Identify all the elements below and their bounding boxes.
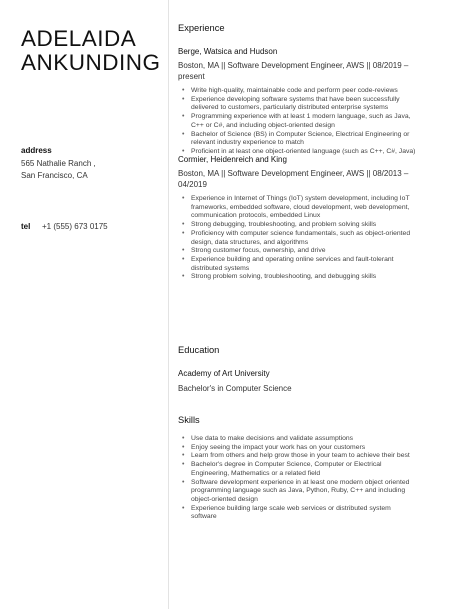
tel-value: +1 (555) 673 0175 [42, 222, 108, 231]
job-role-line: Boston, MA || Software Development Engineer, AWS || 08/2013 – [178, 169, 409, 178]
job-bullets [178, 87, 458, 157]
job-role-line: 04/2019 [178, 180, 207, 189]
job-bullets [178, 195, 458, 282]
bullet-item: • Proficiency with computer science fundamentals, such as object-oriented design, data structures, and algorithms [178, 230, 458, 247]
bullet-item: • Learn from others and help grow those in your team to achieve their best [178, 452, 458, 461]
job-entry [178, 155, 458, 282]
section-title-skills: Skills [178, 415, 200, 425]
education-section [178, 345, 458, 355]
column-divider [168, 0, 169, 609]
bullet-item: • Use data to make decisions and validate assumptions [178, 435, 458, 444]
bullet-item: • Experience building large scale web services or distributed system software [178, 505, 458, 522]
section-title-experience: Experience [178, 23, 225, 33]
address-label: address [21, 146, 52, 155]
bullet-item: • Bachelor of Science (BS) in Computer Science, Electrical Engineering or relevant industry experience to match [178, 131, 458, 148]
job-role [178, 60, 458, 82]
address-line-1: 565 Nathalie Ranch , [21, 159, 96, 168]
bullet-item: • Proficient in at least one object-oriented language (such as C++, C#, Java) [178, 148, 458, 157]
section-title-education: Education [178, 345, 220, 355]
candidate-first-name: ADELAIDA [21, 26, 137, 51]
bullet-item: • Experience in Internet of Things (IoT) system development, including IoT frameworks, embedded software, cloud development, web development, communication protocols, embedded Linux [178, 195, 458, 221]
education-entry [178, 369, 458, 394]
address-line-2: San Francisco, CA [21, 171, 88, 180]
bullet-item: • Experience building and operating online services and fault-tolerant distributed systems [178, 256, 458, 273]
candidate-last-name: ANKUNDING [21, 50, 161, 75]
bullet-item: • Experience developing software systems that have been successfully delivered to customers, particularly distributed enterprise systems [178, 96, 458, 113]
bullet-item: • Enjoy seeing the impact your work has on your customers [178, 444, 458, 453]
bullet-item: • Bachelor's degree in Computer Science, Computer or Electrical Engineering, Mathematics or a related field [178, 461, 458, 478]
bullet-item: • Software development experience in at least one modern object oriented programming language such as Java, Python, Ruby, C++ and including object-oriented design [178, 479, 458, 505]
job-company: Berge, Watsica and Hudson [178, 47, 278, 56]
education-school: Academy of Art University [178, 369, 270, 378]
bullet-item: • Strong debugging, troubleshooting, and problem solving skills [178, 221, 458, 230]
job-role [178, 168, 458, 190]
job-company: Cormier, Heidenreich and King [178, 155, 287, 164]
tel-label: tel [21, 222, 31, 231]
bullet-item: • Strong customer focus, ownership, and drive [178, 247, 458, 256]
bullet-item: • Strong problem solving, troubleshooting, and debugging skills [178, 273, 458, 282]
experience-section [178, 23, 458, 33]
name-block [21, 27, 161, 75]
candidate-name [21, 27, 161, 75]
job-entry [178, 47, 458, 157]
skills-list [178, 435, 458, 522]
job-role-line: Boston, MA || Software Development Engineer, AWS || 08/2019 – [178, 61, 409, 70]
education-degree: Bachelor's in Computer Science [178, 384, 292, 393]
bullet-item: • Write high-quality, maintainable code and perform peer code-reviews [178, 87, 458, 96]
job-role-line: present [178, 72, 205, 81]
bullet-item: • Programming experience with at least 1 modern language, such as Java, C++ or C#, and including object-oriented design [178, 113, 458, 130]
skills-section [178, 415, 458, 425]
skills-bullets [178, 435, 458, 522]
